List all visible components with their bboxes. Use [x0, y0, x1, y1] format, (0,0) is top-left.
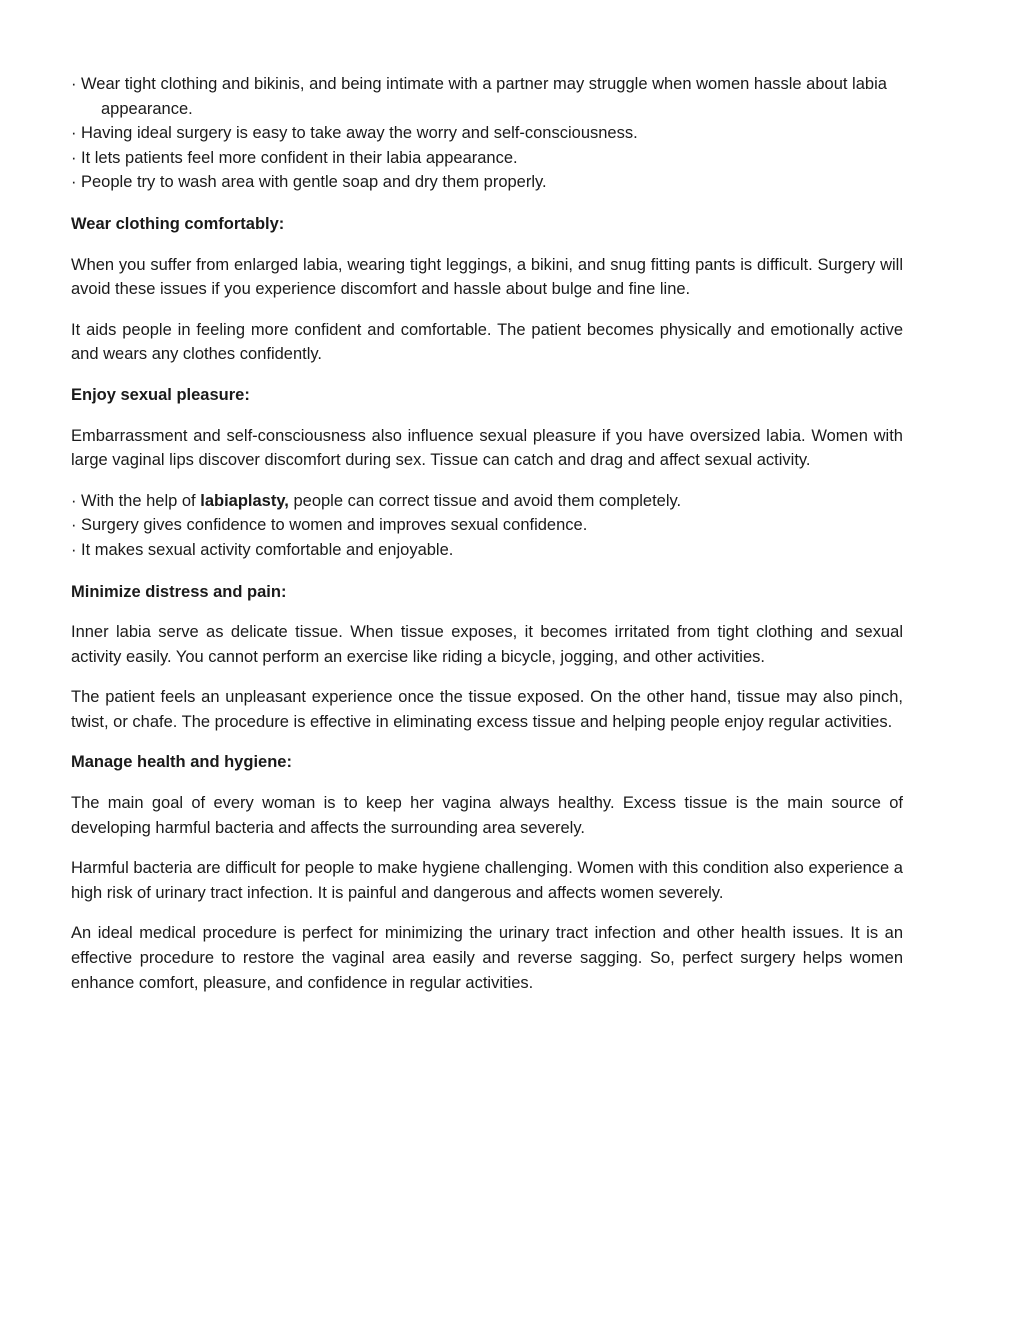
bullet-marker: · — [71, 75, 77, 93]
list-item: · Surgery gives confidence to women and improves sexual confidence. — [71, 513, 903, 538]
paragraph: An ideal medical procedure is perfect for minimizing the urinary tract infection and other health issues. It is an effective procedure to restore the vaginal area easily and reverse sagging. So, perfect surgery helps women enhance comfort, pleasure, and confidence in regular activities. — [71, 924, 903, 992]
paragraph: Harmful bacteria are difficult for people to make hygiene challenging. Women with this condition also experience a high risk of urinary tract infection. It is painful and dangerous and affects women severely. — [71, 859, 903, 902]
list-item: · Having ideal surgery is easy to take away the worry and self-consciousness. — [71, 121, 903, 146]
list-item: · Wear tight clothing and bikinis, and being intimate with a partner may struggle when women hassle about labia appearance. — [71, 72, 903, 121]
bold-term: labiaplasty, — [200, 491, 289, 510]
list-item: · People try to wash area with gentle soap and dry them properly. — [71, 170, 903, 195]
list-item: · It makes sexual activity comfortable and enjoyable. — [71, 538, 903, 563]
bullet-marker: · — [71, 124, 77, 143]
bullet-marker: · — [71, 516, 77, 535]
paragraph: Embarrassment and self-consciousness also influence sexual pleasure if you have oversized labia. Women with large vaginal lips discover discomfort during sex. Tissue can catch and drag and affect sexual activity. — [71, 426, 903, 470]
section-heading-sexual: Enjoy sexual pleasure: — [71, 385, 250, 404]
paragraph: It aids people in feeling more confident and comfortable. The patient becomes physically and emotionally active and wears any clothes confidently. — [71, 320, 903, 364]
paragraph: Inner labia serve as delicate tissue. When tissue exposes, it becomes irritated from tight clothing and sexual activity easily. You cannot perform an exercise like riding a bicycle, jogging, and other activities. — [71, 623, 903, 666]
list-item: · With the help of labiaplasty, people can correct tissue and avoid them completely. — [71, 489, 903, 514]
bullet-marker: · — [71, 540, 77, 559]
bullet-marker: · — [71, 148, 77, 167]
bullet-marker: · — [71, 491, 77, 510]
section-heading-clothing: Wear clothing comfortably: — [71, 214, 285, 233]
intro-bullet-list — [71, 72, 903, 195]
list-item: · It lets patients feel more confident in their labia appearance. — [71, 146, 903, 171]
bullet-marker: · — [71, 173, 77, 192]
paragraph: The main goal of every woman is to keep her vagina always healthy. Excess tissue is the main source of developing harmful bacteria and affects the surrounding area severely. — [71, 794, 903, 837]
section-heading-hygiene: Manage health and hygiene: — [71, 753, 292, 772]
paragraph: The patient feels an unpleasant experience once the tissue exposed. On the other hand, tissue may also pinch, twist, or chafe. The procedure is effective in eliminating excess tissue and helping people enjoy regular activities. — [71, 688, 903, 731]
paragraph: When you suffer from enlarged labia, wearing tight leggings, a bikini, and snug fitting pants is difficult. Surgery will avoid these issues if you experience discomfort and hassle about bulge and fine line. — [71, 255, 903, 299]
section-heading-distress: Minimize distress and pain: — [71, 582, 287, 601]
sexual-bullet-list — [71, 489, 903, 563]
